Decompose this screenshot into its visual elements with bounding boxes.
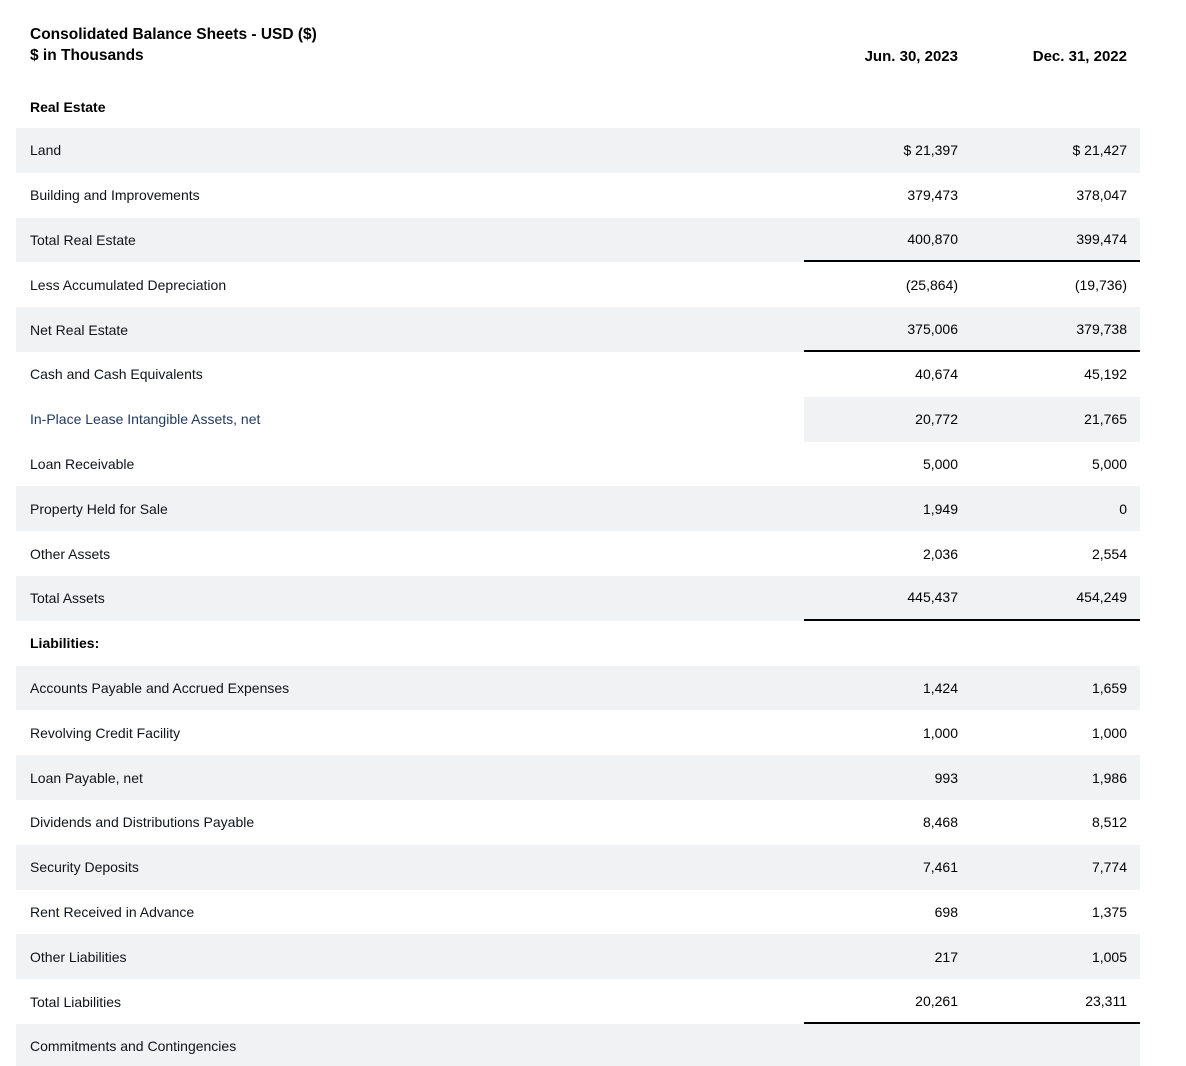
row-value-jun-30-2023: (25,864) xyxy=(905,276,958,293)
row-label: Liabilities: xyxy=(30,635,100,652)
row-less-accumulated-depreciation xyxy=(16,262,1140,307)
row-value-dec-31-2022: 379,738 xyxy=(971,307,1140,352)
row-label: Loan Receivable xyxy=(30,455,135,472)
row-label: Rent Received in Advance xyxy=(30,903,195,920)
section-row-liabilities xyxy=(16,621,1140,666)
row-other-assets xyxy=(16,531,1140,576)
row-total-real-estate xyxy=(16,218,1140,263)
row-label: Land xyxy=(30,142,62,159)
row-value-dec-31-2022: 0 xyxy=(1119,500,1127,517)
row-value-dec-31-2022: 8,512 xyxy=(1091,814,1127,831)
row-value-dec-31-2022: 45,192 xyxy=(1084,366,1127,383)
row-value-jun-30-2023: 400,870 xyxy=(804,218,971,263)
row-loan-payable-net xyxy=(16,755,1140,800)
row-label: Real Estate xyxy=(30,98,106,115)
row-property-held-for-sale xyxy=(16,486,1140,531)
row-value-jun-30-2023: 40,674 xyxy=(915,366,958,383)
row-value-jun-30-2023: 1,000 xyxy=(922,724,958,741)
row-building-and-improvements xyxy=(16,173,1140,218)
row-label: Total Assets xyxy=(30,590,105,607)
row-other-liabilities xyxy=(16,934,1140,979)
report-title: Consolidated Balance Sheets - USD ($) xyxy=(30,26,317,43)
row-value-jun-30-2023 xyxy=(804,621,971,666)
row-value-jun-30-2023 xyxy=(804,85,971,128)
row-rent-received-in-advance xyxy=(16,890,1140,935)
row-value-dec-31-2022 xyxy=(971,85,1140,128)
row-label: Less Accumulated Depreciation xyxy=(30,276,227,293)
row-value-dec-31-2022: $ 21,427 xyxy=(1072,142,1127,159)
row-label: Other Liabilities xyxy=(30,948,127,965)
row-label: Security Deposits xyxy=(30,859,139,876)
row-value-jun-30-2023: 1,949 xyxy=(922,500,958,517)
row-cash-and-cash-equivalents xyxy=(16,352,1140,397)
row-label: Building and Improvements xyxy=(30,187,200,204)
row-net-real-estate xyxy=(16,307,1140,352)
row-value-dec-31-2022: 1,986 xyxy=(1091,769,1127,786)
row-value-dec-31-2022 xyxy=(971,621,1140,666)
row-label: Other Assets xyxy=(30,545,111,562)
row-value-dec-31-2022: 378,047 xyxy=(1076,187,1127,204)
row-commitments-and-contingencies xyxy=(16,1024,1140,1066)
section-row-real-estate xyxy=(16,85,1140,128)
row-total-liabilities xyxy=(16,979,1140,1024)
row-value-jun-30-2023: 5,000 xyxy=(922,455,958,472)
row-label: Net Real Estate xyxy=(30,321,129,338)
row-label: Commitments and Contingencies xyxy=(30,1038,237,1055)
row-label: Total Liabilities xyxy=(30,993,122,1010)
row-value-jun-30-2023: 8,468 xyxy=(922,814,958,831)
row-label: Revolving Credit Facility xyxy=(30,724,181,741)
row-label: Property Held for Sale xyxy=(30,500,168,517)
row-value-jun-30-2023: 379,473 xyxy=(907,187,958,204)
row-value-jun-30-2023: 698 xyxy=(934,903,958,920)
row-value-jun-30-2023: $ 21,397 xyxy=(903,142,958,159)
report-units-subtitle: $ in Thousands xyxy=(30,47,144,64)
row-value-jun-30-2023: 217 xyxy=(934,948,958,965)
row-label: Loan Payable, net xyxy=(30,769,143,786)
row-land xyxy=(16,128,1140,173)
row-value-dec-31-2022: 5,000 xyxy=(1091,455,1127,472)
row-label: Dividends and Distributions Payable xyxy=(30,814,255,831)
report-title-block xyxy=(16,24,804,66)
row-value-jun-30-2023: 445,437 xyxy=(804,576,971,621)
row-in-place-lease-intangible-assets-net xyxy=(16,397,1140,442)
report-header xyxy=(16,0,1140,66)
row-label: Total Real Estate xyxy=(30,231,136,248)
row-value-jun-30-2023: 1,424 xyxy=(922,679,958,696)
row-value-dec-31-2022: 454,249 xyxy=(971,576,1140,621)
row-label: Cash and Cash Equivalents xyxy=(30,366,203,383)
row-value-dec-31-2022 xyxy=(971,1024,1140,1066)
row-value-dec-31-2022: 21,765 xyxy=(971,397,1140,442)
row-security-deposits xyxy=(16,845,1140,890)
row-revolving-credit-facility xyxy=(16,710,1140,755)
row-value-dec-31-2022: 7,774 xyxy=(1091,859,1127,876)
row-value-dec-31-2022: 1,000 xyxy=(1091,724,1127,741)
row-dividends-and-distributions-payable xyxy=(16,800,1140,845)
row-value-dec-31-2022: 1,659 xyxy=(1091,679,1127,696)
row-loan-receivable xyxy=(16,442,1140,487)
row-accounts-payable-and-accrued-expenses xyxy=(16,666,1140,711)
row-link-in-place-lease-intangible-assets-net[interactable]: In-Place Lease Intangible Assets, net xyxy=(30,411,261,428)
row-value-dec-31-2022: (19,736) xyxy=(1074,276,1127,293)
row-value-jun-30-2023 xyxy=(804,1024,971,1066)
row-value-jun-30-2023: 20,261 xyxy=(804,979,971,1024)
row-value-jun-30-2023: 20,772 xyxy=(804,397,971,442)
balance-sheet-table xyxy=(16,85,1140,1066)
column-header-dec-31-2022: Dec. 31, 2022 xyxy=(1032,48,1127,65)
column-header-jun-30-2023: Jun. 30, 2023 xyxy=(864,48,958,65)
row-value-jun-30-2023: 375,006 xyxy=(804,307,971,352)
row-total-assets xyxy=(16,576,1140,621)
row-value-jun-30-2023: 993 xyxy=(934,769,958,786)
row-value-jun-30-2023: 7,461 xyxy=(922,859,958,876)
row-value-dec-31-2022: 399,474 xyxy=(971,218,1140,263)
row-value-dec-31-2022: 23,311 xyxy=(971,979,1140,1024)
row-value-dec-31-2022: 1,375 xyxy=(1091,903,1127,920)
row-value-dec-31-2022: 1,005 xyxy=(1091,948,1127,965)
row-value-dec-31-2022: 2,554 xyxy=(1091,545,1127,562)
row-label: Accounts Payable and Accrued Expenses xyxy=(30,679,290,696)
row-value-jun-30-2023: 2,036 xyxy=(922,545,958,562)
